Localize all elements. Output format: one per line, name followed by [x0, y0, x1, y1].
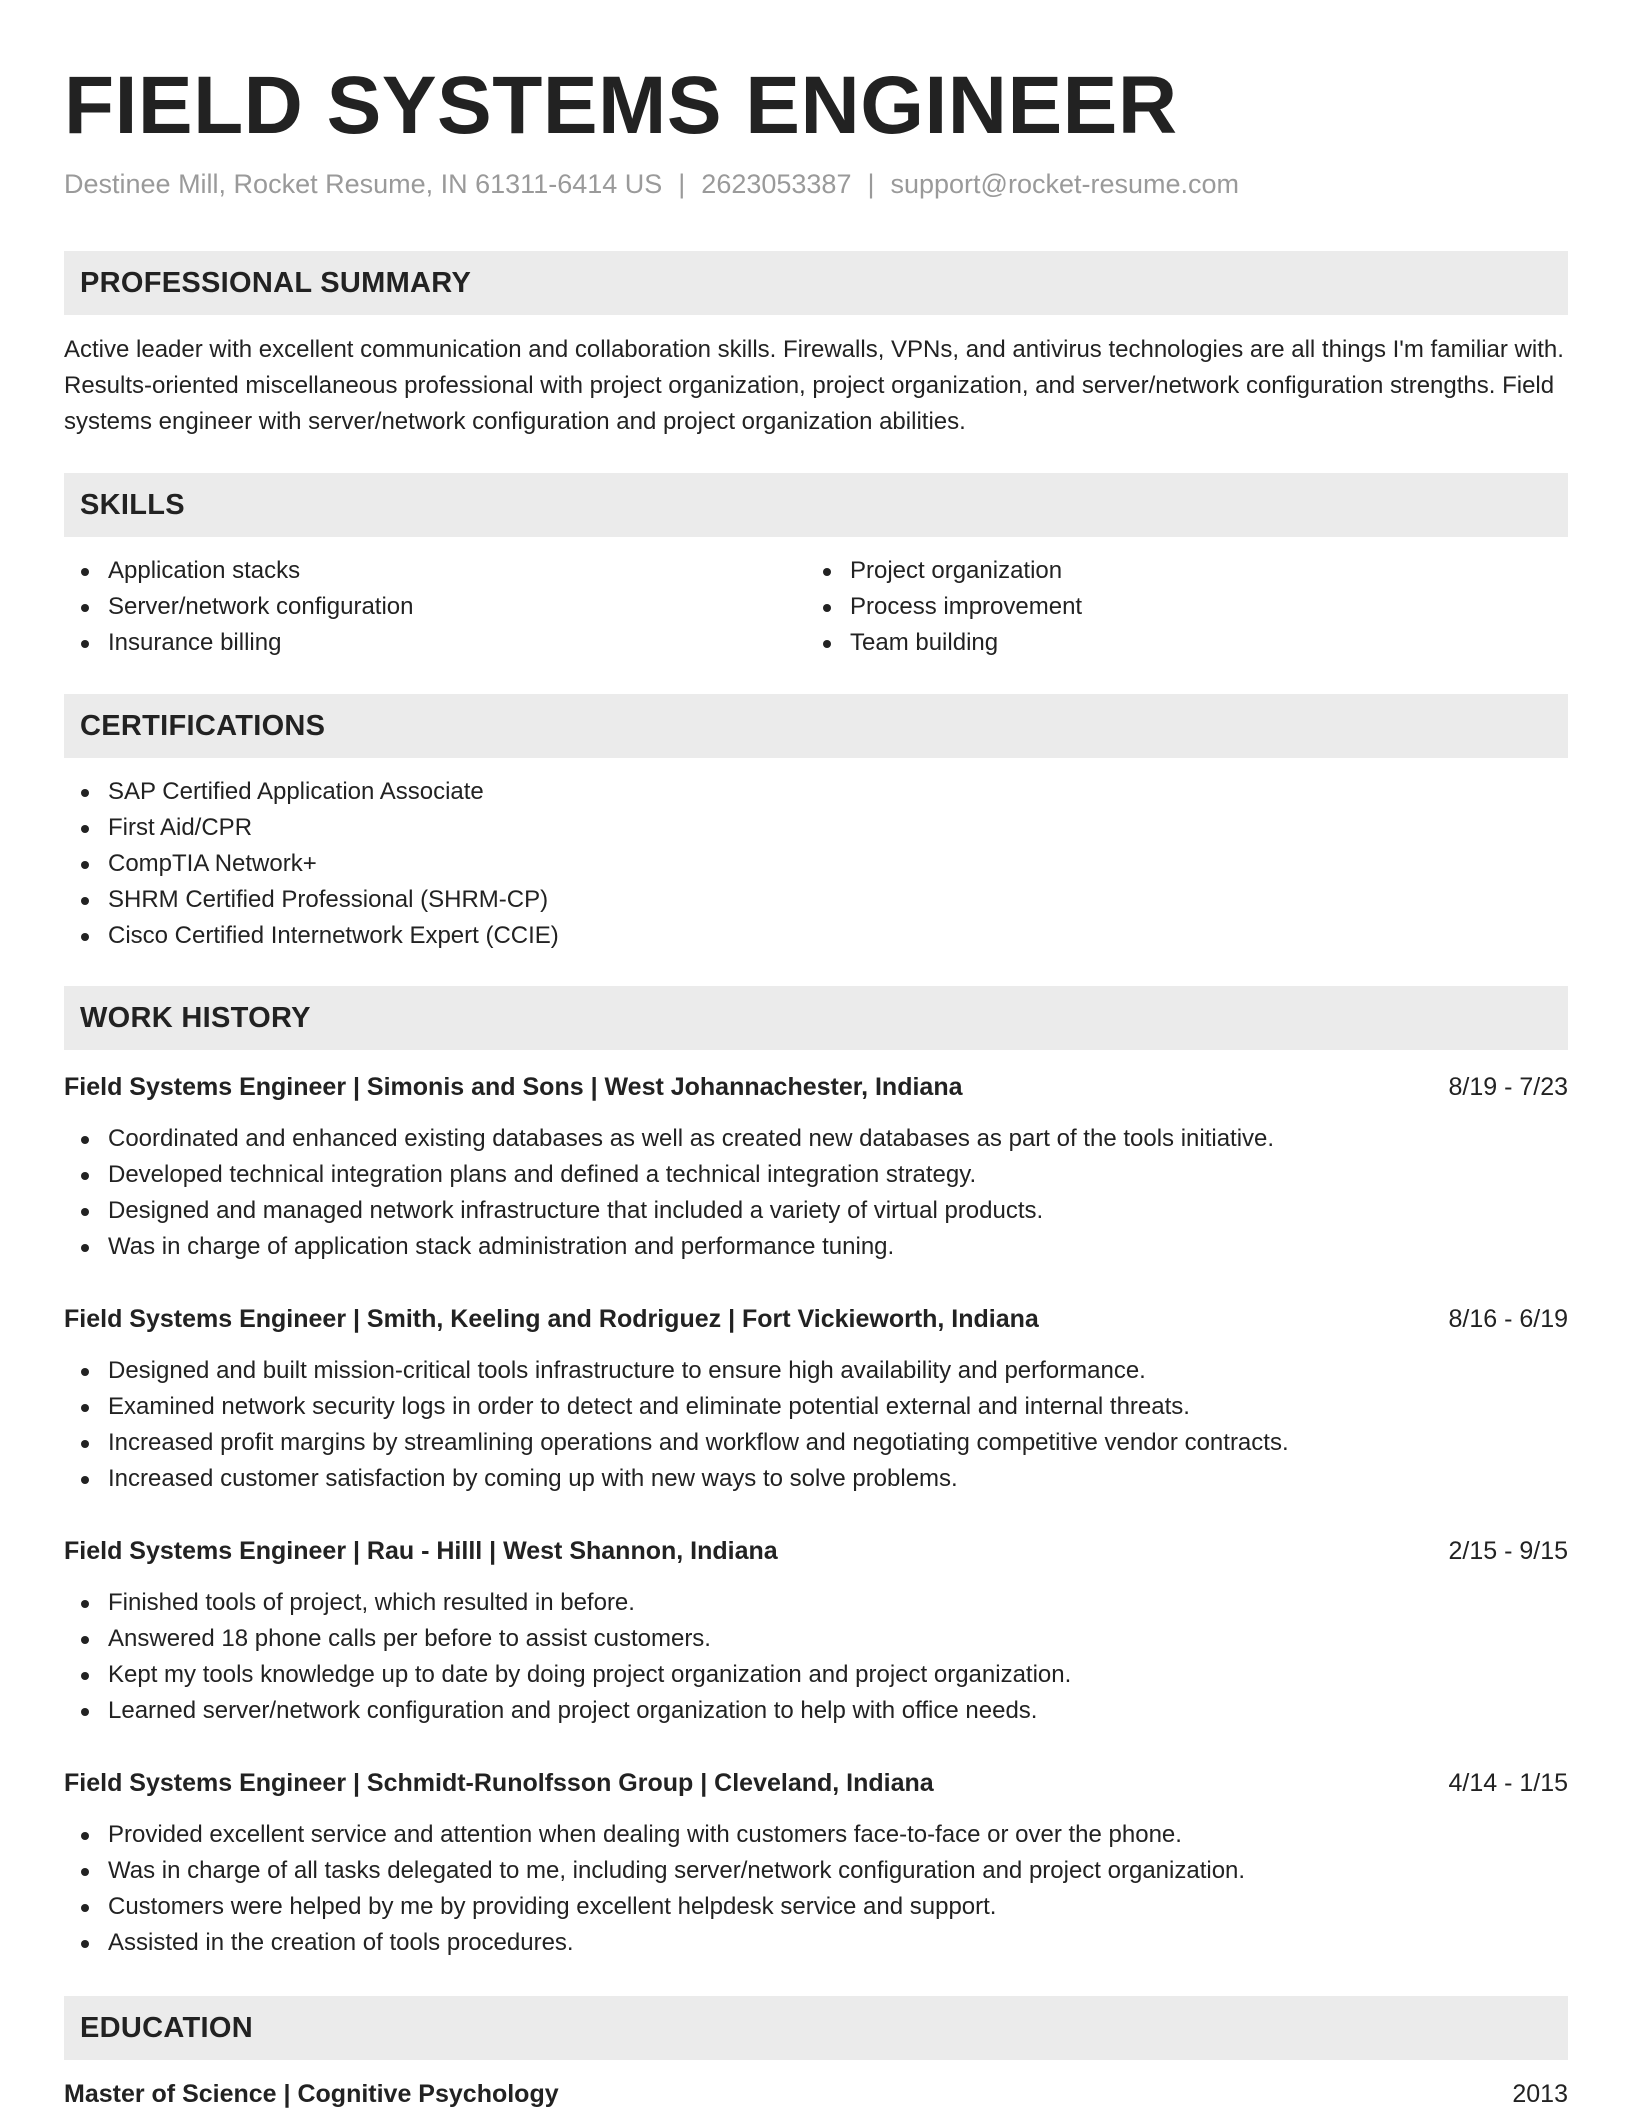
job-bullet: Customers were helped by me by providing excellent helpdesk service and support.	[64, 1889, 1568, 1925]
skill-item: Server/network configuration	[64, 589, 764, 625]
section-title: EDUCATION	[80, 2012, 253, 2044]
education-degree: Master of Science | Cognitive Psychology	[64, 2080, 559, 2108]
job-heading	[64, 1299, 1568, 1339]
skills-column-right	[806, 553, 1506, 661]
certification-item: SAP Certified Application Associate	[64, 774, 1064, 810]
job-title: Field Systems Engineer | Schmidt-Runolfsson Group | Cleveland, Indiana	[64, 1769, 934, 1797]
job-bullet: Increased customer satisfaction by coming up with new ways to solve problems.	[64, 1461, 1568, 1497]
job-bullet: Provided excellent service and attention when dealing with customers face-to-face or over the phone.	[64, 1817, 1568, 1853]
job-bullet: Designed and managed network infrastructure that included a variety of virtual products.	[64, 1193, 1568, 1229]
section-title: SKILLS	[80, 489, 185, 521]
job-heading	[64, 1067, 1568, 1107]
job-bullet: Coordinated and enhanced existing databases as well as created new databases as part of the tools initiative.	[64, 1121, 1568, 1157]
section-title: CERTIFICATIONS	[80, 710, 326, 742]
skill-item: Project organization	[806, 553, 1506, 589]
contact-phone: 2623053387	[701, 169, 852, 199]
section-header-education	[64, 1996, 1568, 2060]
job-entry	[64, 1763, 1568, 1961]
skill-item: Team building	[806, 625, 1506, 661]
job-bullet: Kept my tools knowledge up to date by doing project organization and project organization.	[64, 1657, 1568, 1693]
job-title: Field Systems Engineer | Smith, Keeling and Rodriguez | Fort Vickieworth, Indiana	[64, 1305, 1039, 1333]
section-header-summary	[64, 251, 1568, 315]
job-entry	[64, 1531, 1568, 1729]
section-header-work-history	[64, 986, 1568, 1050]
summary-text: Active leader with excellent communication and collaboration skills. Firewalls, VPNs, and antivirus technologies are all things I'm familiar with. Results-oriented miscellaneous professional with project organization, project organization, and server/network configuration strengths. Field systems engineer with server/network configuration and project organization abilities.	[64, 336, 1564, 435]
skill-item: Application stacks	[64, 553, 764, 589]
resume-title: FIELD SYSTEMS ENGINEER	[64, 60, 1178, 151]
job-dates: 2/15 - 9/15	[1448, 1537, 1568, 1565]
job-bullet: Was in charge of application stack administration and performance tuning.	[64, 1229, 1568, 1265]
section-title: WORK HISTORY	[80, 1002, 311, 1034]
certification-item: CompTIA Network+	[64, 846, 1064, 882]
contact-address: Destinee Mill, Rocket Resume, IN 61311-6414 US	[64, 169, 663, 199]
job-bullet: Increased profit margins by streamlining operations and workflow and negotiating competitive vendor contracts.	[64, 1425, 1568, 1461]
certification-item: First Aid/CPR	[64, 810, 1064, 846]
section-header-certifications	[64, 694, 1568, 758]
job-heading	[64, 1763, 1568, 1803]
job-bullet: Designed and built mission-critical tools infrastructure to ensure high availability and performance.	[64, 1353, 1568, 1389]
skill-item: Process improvement	[806, 589, 1506, 625]
education-entry	[64, 2074, 1568, 2114]
job-title: Field Systems Engineer | Rau - Hilll | West Shannon, Indiana	[64, 1537, 778, 1565]
job-entry	[64, 1299, 1568, 1497]
certification-item: Cisco Certified Internetwork Expert (CCIE)	[64, 918, 1064, 954]
job-title: Field Systems Engineer | Simonis and Sons | West Johannachester, Indiana	[64, 1073, 963, 1101]
job-bullet: Finished tools of project, which resulted in before.	[64, 1585, 1568, 1621]
job-bullet: Learned server/network configuration and project organization to help with office needs.	[64, 1693, 1568, 1729]
certification-item: SHRM Certified Professional (SHRM-CP)	[64, 882, 1064, 918]
job-bullet: Was in charge of all tasks delegated to me, including server/network configuration and project organization.	[64, 1853, 1568, 1889]
job-dates: 4/14 - 1/15	[1448, 1769, 1568, 1797]
skill-item: Insurance billing	[64, 625, 764, 661]
job-bullet: Examined network security logs in order to detect and eliminate potential external and internal threats.	[64, 1389, 1568, 1425]
job-dates: 8/19 - 7/23	[1448, 1073, 1568, 1101]
job-heading	[64, 1531, 1568, 1571]
section-title: PROFESSIONAL SUMMARY	[80, 267, 472, 299]
job-dates: 8/16 - 6/19	[1448, 1305, 1568, 1333]
job-bullet: Assisted in the creation of tools procedures.	[64, 1925, 1568, 1961]
skills-column-left	[64, 553, 764, 661]
contact-email: support@rocket-resume.com	[890, 169, 1240, 199]
job-bullet: Answered 18 phone calls per before to assist customers.	[64, 1621, 1568, 1657]
job-entry	[64, 1067, 1568, 1265]
section-header-skills	[64, 473, 1568, 537]
contact-separator: |	[867, 169, 875, 199]
job-bullet: Developed technical integration plans and defined a technical integration strategy.	[64, 1157, 1568, 1193]
contact-separator: |	[678, 169, 686, 199]
certifications-list	[64, 774, 1064, 954]
education-year: 2013	[1512, 2080, 1568, 2108]
contact-line	[64, 166, 1239, 202]
